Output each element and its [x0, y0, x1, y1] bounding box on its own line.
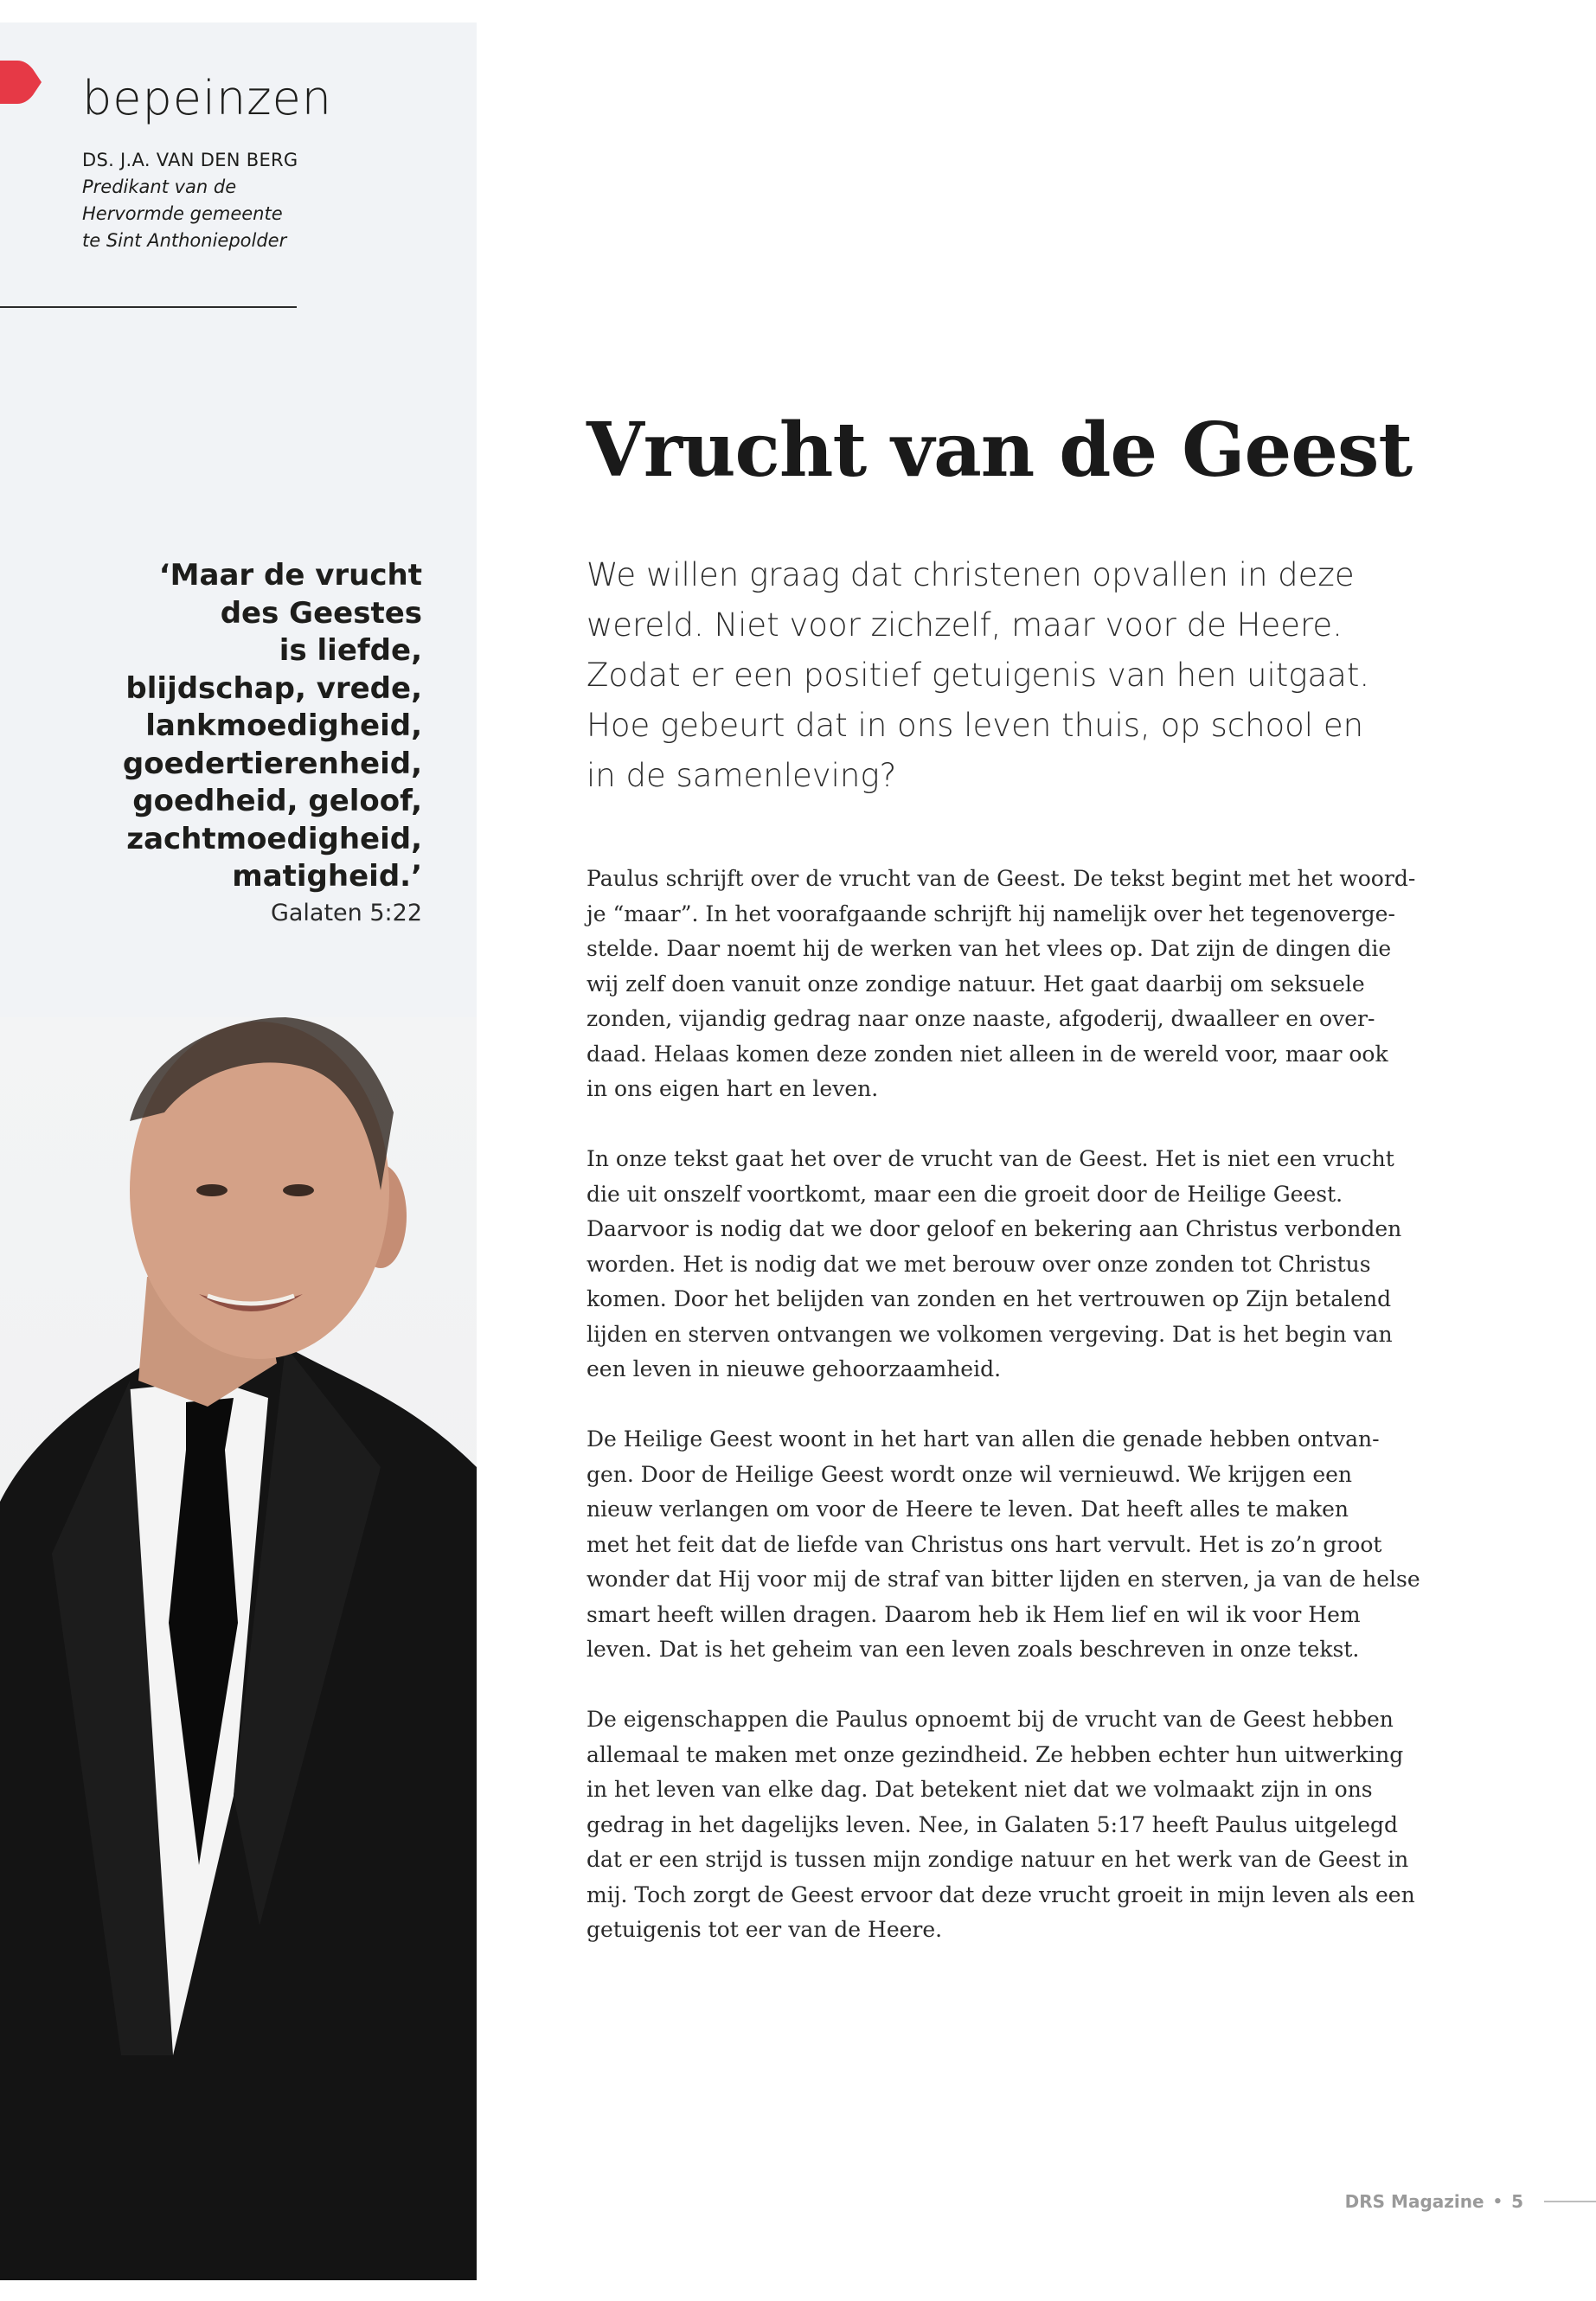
body-paragraph [586, 862, 1417, 1107]
author-portrait [0, 1017, 477, 2280]
body-line: die uit onszelf voortkomt, maar een die groeit door de Heilige Geest. [586, 1181, 1343, 1207]
body-line: stelde. Daar noemt hij de werken van het vlees op. Dat zijn de dingen die [586, 936, 1392, 961]
footer-separator: • [1492, 2192, 1503, 2211]
body-line: nieuw verlangen om voor de Heere te leven. Dat heeft alles te maken [586, 1497, 1349, 1522]
author-role-line: Hervormde gemeente [82, 203, 283, 224]
body-line: daad. Helaas komen deze zonden niet alleen in de wereld voor, maar ook [586, 1041, 1388, 1067]
lead-line: in de samenleving? [586, 757, 897, 794]
body-line: een leven in nieuwe gehoorzaamheid. [586, 1356, 1002, 1381]
quote-line: goedertierenheid, [122, 746, 422, 781]
quote-line: lankmoedigheid, [145, 708, 422, 743]
body-line: De eigenschappen die Paulus opnoemt bij de vrucht van de Geest hebben [586, 1707, 1394, 1732]
body-line: wij zelf doen vanuit onze zondige natuur. Het gaat daarbij om seksuele [586, 971, 1365, 997]
author-name: DS. J.A. VAN DEN BERG [82, 150, 298, 170]
body-line: in het leven van elke dag. Dat betekent niet dat we volmaakt zijn in ons [586, 1777, 1373, 1802]
body-line: dat er een strijd is tussen mijn zondige natuur en het werk van de Geest in [586, 1847, 1409, 1872]
page-footer [1345, 2189, 1596, 2214]
body-paragraph [586, 1702, 1417, 1948]
pull-quote [52, 557, 422, 896]
quote-line: matigheid.’ [232, 859, 422, 894]
body-line: getuigenis tot eer van de Heere. [586, 1917, 943, 1942]
quote-line: is liefde, [279, 633, 422, 668]
quote-reference: Galaten 5:22 [270, 900, 422, 926]
body-paragraph [586, 1422, 1420, 1668]
sidebar-panel [0, 22, 477, 2280]
body-line: In onze tekst gaat het over de vrucht van de Geest. Het is niet een vrucht [586, 1146, 1394, 1171]
author-role-line: te Sint Anthoniepolder [82, 230, 287, 251]
footer-rule [1544, 2201, 1596, 2202]
lead-line: Zodat er een positief getuigenis van hen uitgaat. [586, 657, 1370, 694]
body-line: in ons eigen hart en leven. [586, 1076, 879, 1101]
body-line: je “maar”. In het voorafgaande schrijft hij namelijk over het tegenoverge- [586, 901, 1395, 926]
body-line: leven. Dat is het geheim van een leven zoals beschreven in onze tekst. [586, 1637, 1360, 1662]
section-label: bepeinzen [82, 71, 333, 125]
portrait-illustration [0, 1017, 477, 2280]
quote-line: zachtmoedigheid, [126, 821, 422, 856]
author-divider [0, 306, 297, 308]
article-title: Vrucht van de Geest [586, 407, 1413, 494]
body-line: smart heeft willen dragen. Daarom heb ik Hem lief en wil ik voor Hem [586, 1601, 1361, 1627]
body-line: worden. Het is nodig dat we met berouw over onze zonden tot Christus [586, 1251, 1371, 1277]
body-paragraph [586, 1142, 1417, 1388]
lead-line: Hoe gebeurt dat in ons leven thuis, op school en [586, 707, 1364, 744]
article-body [586, 862, 1420, 1983]
body-line: wonder dat Hij voor mij de straf van bitter lijden en sterven, ja van de helse [586, 1567, 1420, 1592]
body-line: met het feit dat de liefde van Christus ons hart vervult. Het is zo’n groot [586, 1531, 1382, 1557]
body-line: Daarvoor is nodig dat we door geloof en bekering aan Christus verbonden [586, 1216, 1402, 1241]
body-line: Paulus schrijft over de vrucht van de Geest. De tekst begint met het woord- [586, 866, 1416, 891]
body-line: De Heilige Geest woont in het hart van allen die genade hebben ontvan- [586, 1426, 1380, 1452]
author-role-line: Predikant van de [82, 176, 237, 197]
lead-line: We willen graag dat christenen opvallen in deze [586, 556, 1355, 593]
author-block [82, 147, 411, 254]
body-line: mij. Toch zorgt de Geest ervoor dat deze vrucht groeit in mijn leven als een [586, 1881, 1415, 1907]
quote-line: ‘Maar de vrucht [158, 558, 422, 593]
body-line: gen. Door de Heilige Geest wordt onze wil vernieuwd. We krijgen een [586, 1461, 1353, 1487]
body-line: zonden, vijandig gedrag naar onze naaste, afgoderij, dwaalleer en over- [586, 1006, 1375, 1031]
body-line: komen. Door het belijden van zonden en het vertrouwen op Zijn betalend [586, 1286, 1392, 1311]
quote-line: blijdschap, vrede, [125, 670, 422, 706]
magazine-name: DRS Magazine [1344, 2191, 1484, 2212]
body-line: allemaal te maken met onze gezindheid. Ze hebben echter hun uitwerking [586, 1741, 1404, 1767]
body-line: lijden en sterven ontvangen we volkomen vergeving. Dat is het begin van [586, 1321, 1393, 1347]
lead-line: wereld. Niet voor zichzelf, maar voor de Heere. [586, 606, 1343, 644]
body-line: gedrag in het dagelijks leven. Nee, in Galaten 5:17 heeft Paulus uitgelegd [586, 1811, 1399, 1837]
page-number: 5 [1511, 2191, 1523, 2212]
article-lead [586, 550, 1417, 801]
quote-line: goedheid, geloof, [132, 784, 422, 818]
quote-line: des Geestes [220, 595, 422, 631]
